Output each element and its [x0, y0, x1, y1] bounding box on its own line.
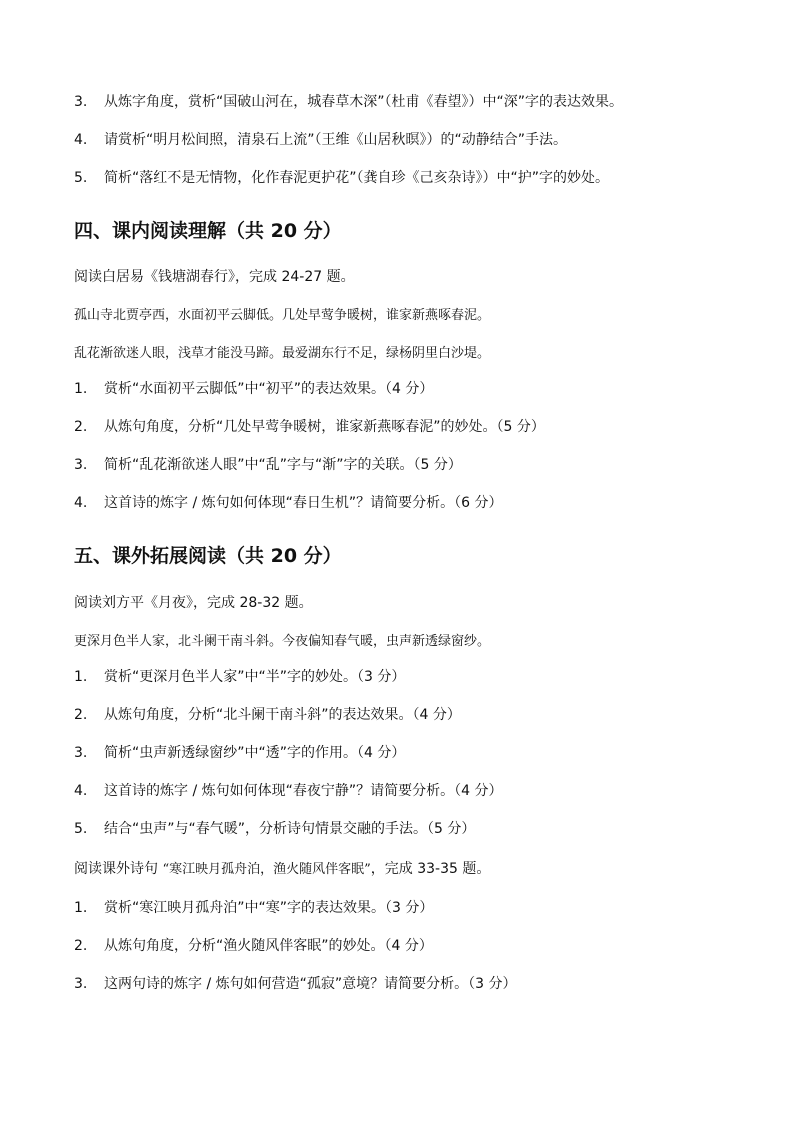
question-item: [74, 781, 502, 801]
question-item: [74, 705, 461, 725]
question-item: [74, 92, 623, 112]
question-number: 5.: [74, 821, 88, 837]
question-number: 3.: [74, 745, 88, 761]
question-text: 请赏析“明月松间照，清泉石上流”（王维《山居秋暝》）的“动静结合”手法。: [104, 132, 568, 148]
question-text: 这两句诗的炼字 / 炼句如何营造“孤寂”意境？请简要分析。（3 分）: [104, 976, 517, 992]
question-number: 1.: [74, 381, 88, 397]
poem-line: 孤山寺北贾亭西，水面初平云脚低。几处早莺争暖树，谁家新燕啄春泥。: [74, 308, 491, 323]
question-item: [74, 743, 405, 763]
question-text: 简析“乱花渐欲迷人眼”中“乱”字与“渐”字的关联。（5 分）: [104, 457, 462, 473]
question-item: [74, 417, 545, 437]
question-number: 4.: [74, 132, 88, 148]
question-item: [74, 898, 433, 918]
question-number: 2.: [74, 707, 88, 723]
question-text: 赏析“寒江映月孤舟泊”中“寒”字的表达效果。（3 分）: [104, 900, 434, 916]
question-number: 3.: [74, 457, 88, 473]
reading-intro: 阅读白居易《钱塘湖春行》，完成 24-27 题。: [74, 269, 355, 285]
question-text: 简析“落红不是无情物，化作春泥更护花”（龚自珍《己亥杂诗》）中“护”字的妙处。: [104, 170, 610, 186]
question-item: [74, 819, 475, 839]
poem-line: 更深月色半人家，北斗阑干南斗斜。今夜偏知春气暖，虫声新透绿窗纱。: [74, 634, 491, 649]
question-text: 赏析“水面初平云脚低”中“初平”的表达效果。（4 分）: [104, 381, 434, 397]
question-item: [74, 936, 433, 956]
question-text: 从炼句角度，分析“渔火随风伴客眠”的妙处。（4 分）: [104, 938, 433, 954]
question-number: 1.: [74, 669, 88, 685]
question-number: 1.: [74, 900, 88, 916]
question-item: [74, 455, 462, 475]
question-number: 2.: [74, 938, 88, 954]
question-item: [74, 974, 516, 994]
question-text: 这首诗的炼字 / 炼句如何体现“春日生机”？请简要分析。（6 分）: [104, 495, 503, 511]
question-text: 简析“虫声新透绿窗纱”中“透”字的作用。（4 分）: [104, 745, 406, 761]
reading-intro: 阅读刘方平《月夜》，完成 28-32 题。: [74, 595, 313, 611]
question-number: 5.: [74, 170, 88, 186]
question-text: 从炼句角度，分析“北斗阑干南斗斜”的表达效果。（4 分）: [104, 707, 461, 723]
question-item: [74, 493, 502, 513]
question-text: 这首诗的炼字 / 炼句如何体现“春夜宁静”？请简要分析。（4 分）: [104, 783, 503, 799]
section-heading: 五、课外拓展阅读（共 20 分）: [74, 545, 342, 567]
intro-poem: “寒江映月孤舟泊，渔火随风伴客眠”: [162, 862, 371, 877]
question-item: [74, 130, 567, 150]
question-text: 从炼字角度，赏析“国破山河在，城春草木深”（杜甫《春望》）中“深”字的表达效果。: [104, 94, 624, 110]
question-item: [74, 667, 405, 687]
question-number: 4.: [74, 783, 88, 799]
question-text: 赏析“更深月色半人家”中“半”字的妙处。（3 分）: [104, 669, 406, 685]
question-number: 3.: [74, 976, 88, 992]
question-number: 3.: [74, 94, 88, 110]
question-item: [74, 168, 609, 188]
question-number: 4.: [74, 495, 88, 511]
question-item: [74, 379, 433, 399]
intro-prefix: 阅读课外诗句: [74, 861, 163, 877]
section-heading: 四、课内阅读理解（共 20 分）: [74, 220, 342, 242]
question-text: 从炼句角度，分析“几处早莺争暖树，谁家新燕啄春泥”的妙处。（5 分）: [104, 419, 545, 435]
reading-intro: [74, 859, 490, 880]
question-number: 2.: [74, 419, 88, 435]
poem-line: 乱花渐欲迷人眼，浅草才能没马蹄。最爱湖东行不足，绿杨阴里白沙堤。: [74, 346, 491, 361]
question-text: 结合“虫声”与“春气暖”，分析诗句情景交融的手法。（5 分）: [104, 821, 476, 837]
intro-suffix: ，完成 33-35 题。: [370, 861, 491, 877]
